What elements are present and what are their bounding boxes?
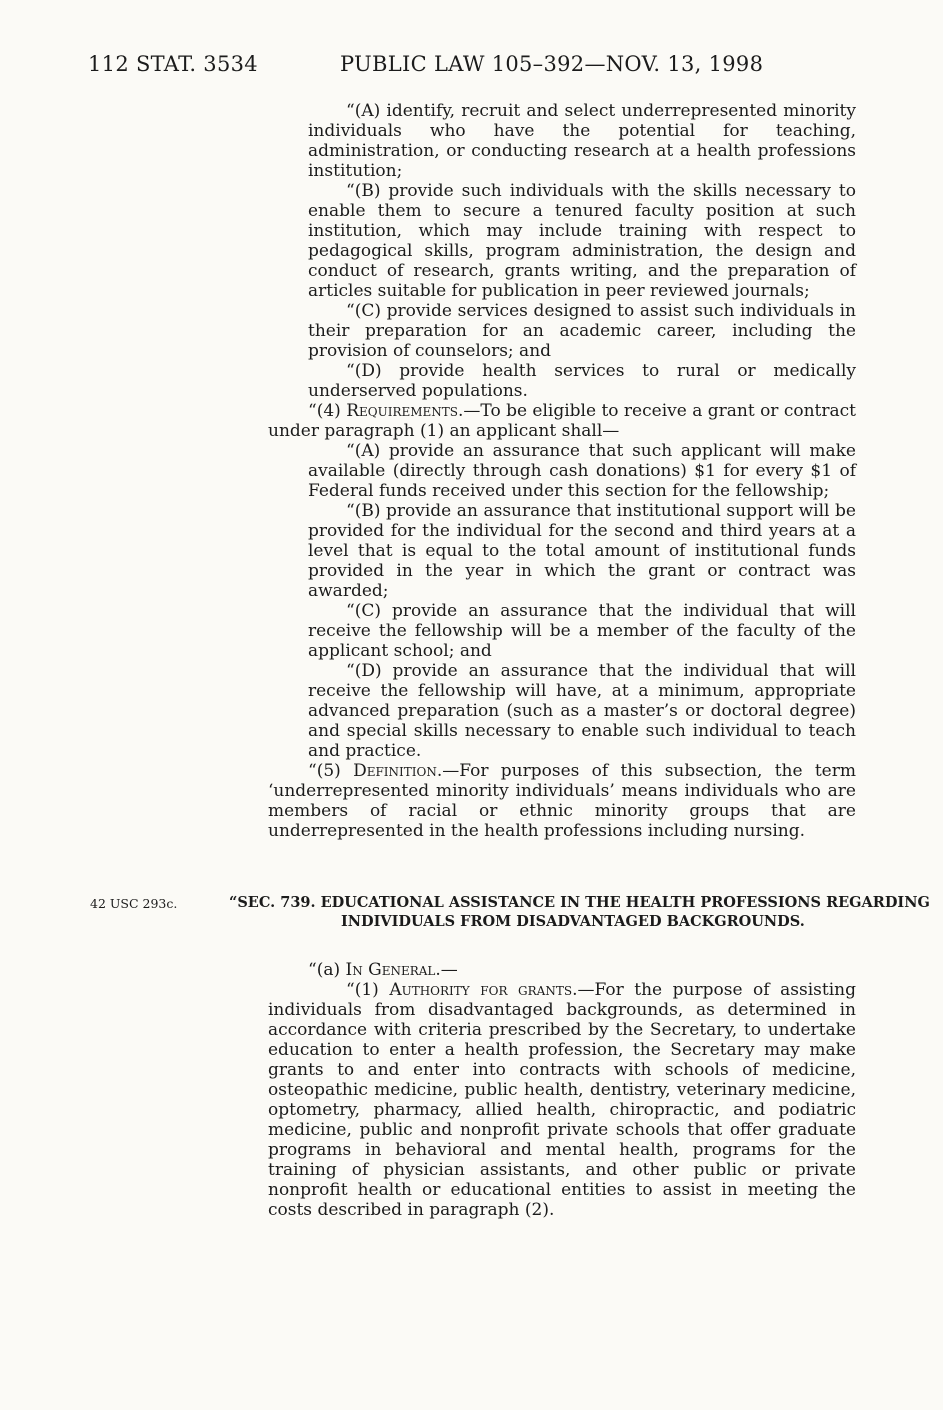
paragraph-5-definition xyxy=(268,761,856,841)
page-header xyxy=(0,52,943,82)
paragraph-4-requirements xyxy=(268,401,856,441)
paragraph-4-prefix: “(4) xyxy=(308,401,347,421)
paragraph-3-D: “(D) provide health services to rural or medically underserved populations. xyxy=(308,361,856,401)
paragraph-4-C: “(C) provide an assurance that the individual that will receive the fellowship will be a member of the faculty of the applicant school; and xyxy=(308,601,856,661)
paragraph-3-A: “(A) identify, recruit and select underrepresented minority individuals who have the potential for teaching, administration, or conducting research at a health professions institution; xyxy=(308,101,856,181)
paragraph-5-text: .—For purposes of this subsection, the term ‘underrepresented minority individuals’ means individuals who are members of racial or ethnic minority groups that are underrepresented in the health professions including nursing. xyxy=(268,761,856,841)
running-title: PUBLIC LAW 105–392—NOV. 13, 1998 xyxy=(340,52,764,76)
paragraph-1-prefix: “(1) xyxy=(346,980,390,1000)
paragraph-1-heading: Authority for grants xyxy=(389,980,573,1000)
paragraph-4-B: “(B) provide an assurance that institutional support will be provided for the individual for the second and third years at a level that is equal to the total amount of institutional funds provided in the year in which the grant or contract was awarded; xyxy=(308,501,856,601)
usc-margin-note: 42 USC 293c. xyxy=(90,896,178,911)
subsection-a-heading: In General xyxy=(345,960,436,980)
subsection-a-suffix: .— xyxy=(435,960,458,980)
subsection-a-in-general xyxy=(268,960,856,980)
section-739-heading: “SEC. 739. EDUCATIONAL ASSISTANCE IN THE HEALTH PROFESSIONS REGARDING INDIVIDUALS FROM DISADVANTAGED BACKGROUNDS. xyxy=(229,894,930,930)
paragraph-4-text: .—To be eligible to receive a grant or contract under paragraph (1) an applicant shall— xyxy=(268,401,856,441)
continued-provisions xyxy=(268,101,856,841)
paragraph-5-prefix: “(5) xyxy=(308,761,354,781)
section-739-body xyxy=(268,960,856,1220)
paragraph-1-text: .—For the purpose of assisting individuals from disadvantaged backgrounds, as determined in accordance with criteria prescribed by the Secretary, to undertake education to enter a health profession, the Secretary may make grants to and enter into contracts with schools of medicine, osteopathic medicine, public health, dentistry, veterinary medicine, optometry, pharmacy, allied health, chiropractic, and podiatric medicine, public and nonprofit private schools that offer graduate programs in behavioral and mental health, programs for the training of physician assistants, and other public or private nonprofit health or educational entities to assist in meeting the costs described in paragraph (2). xyxy=(268,980,856,1220)
paragraph-3-B: “(B) provide such individuals with the skills necessary to enable them to secure a tenured faculty position at such institution, which may include training with respect to pedagogical skills, program administration, the design and conduct of research, grants writing, and the preparation of articles suitable for publication in peer reviewed journals; xyxy=(308,181,856,301)
paragraph-1-authority-for-grants xyxy=(268,980,856,1220)
paragraph-4-heading: Requirements xyxy=(346,401,459,421)
stat-page-reference: 112 STAT. 3534 xyxy=(88,52,258,76)
paragraph-4-A: “(A) provide an assurance that such applicant will make available (directly through cash donations) $1 for every $1 of Federal funds received under this section for the fellowship; xyxy=(308,441,856,501)
paragraph-3-C: “(C) provide services designed to assist such individuals in their preparation for an academic career, including the provision of counselors; and xyxy=(308,301,856,361)
subsection-a-prefix: “(a) xyxy=(308,960,346,980)
paragraph-5-heading: Definition xyxy=(353,761,437,781)
paragraph-4-D: “(D) provide an assurance that the individual that will receive the fellowship will have, at a minimum, appropriate advanced preparation (such as a master’s or doctoral degree) and special skills necessary to enable such individual to teach and practice. xyxy=(308,661,856,761)
